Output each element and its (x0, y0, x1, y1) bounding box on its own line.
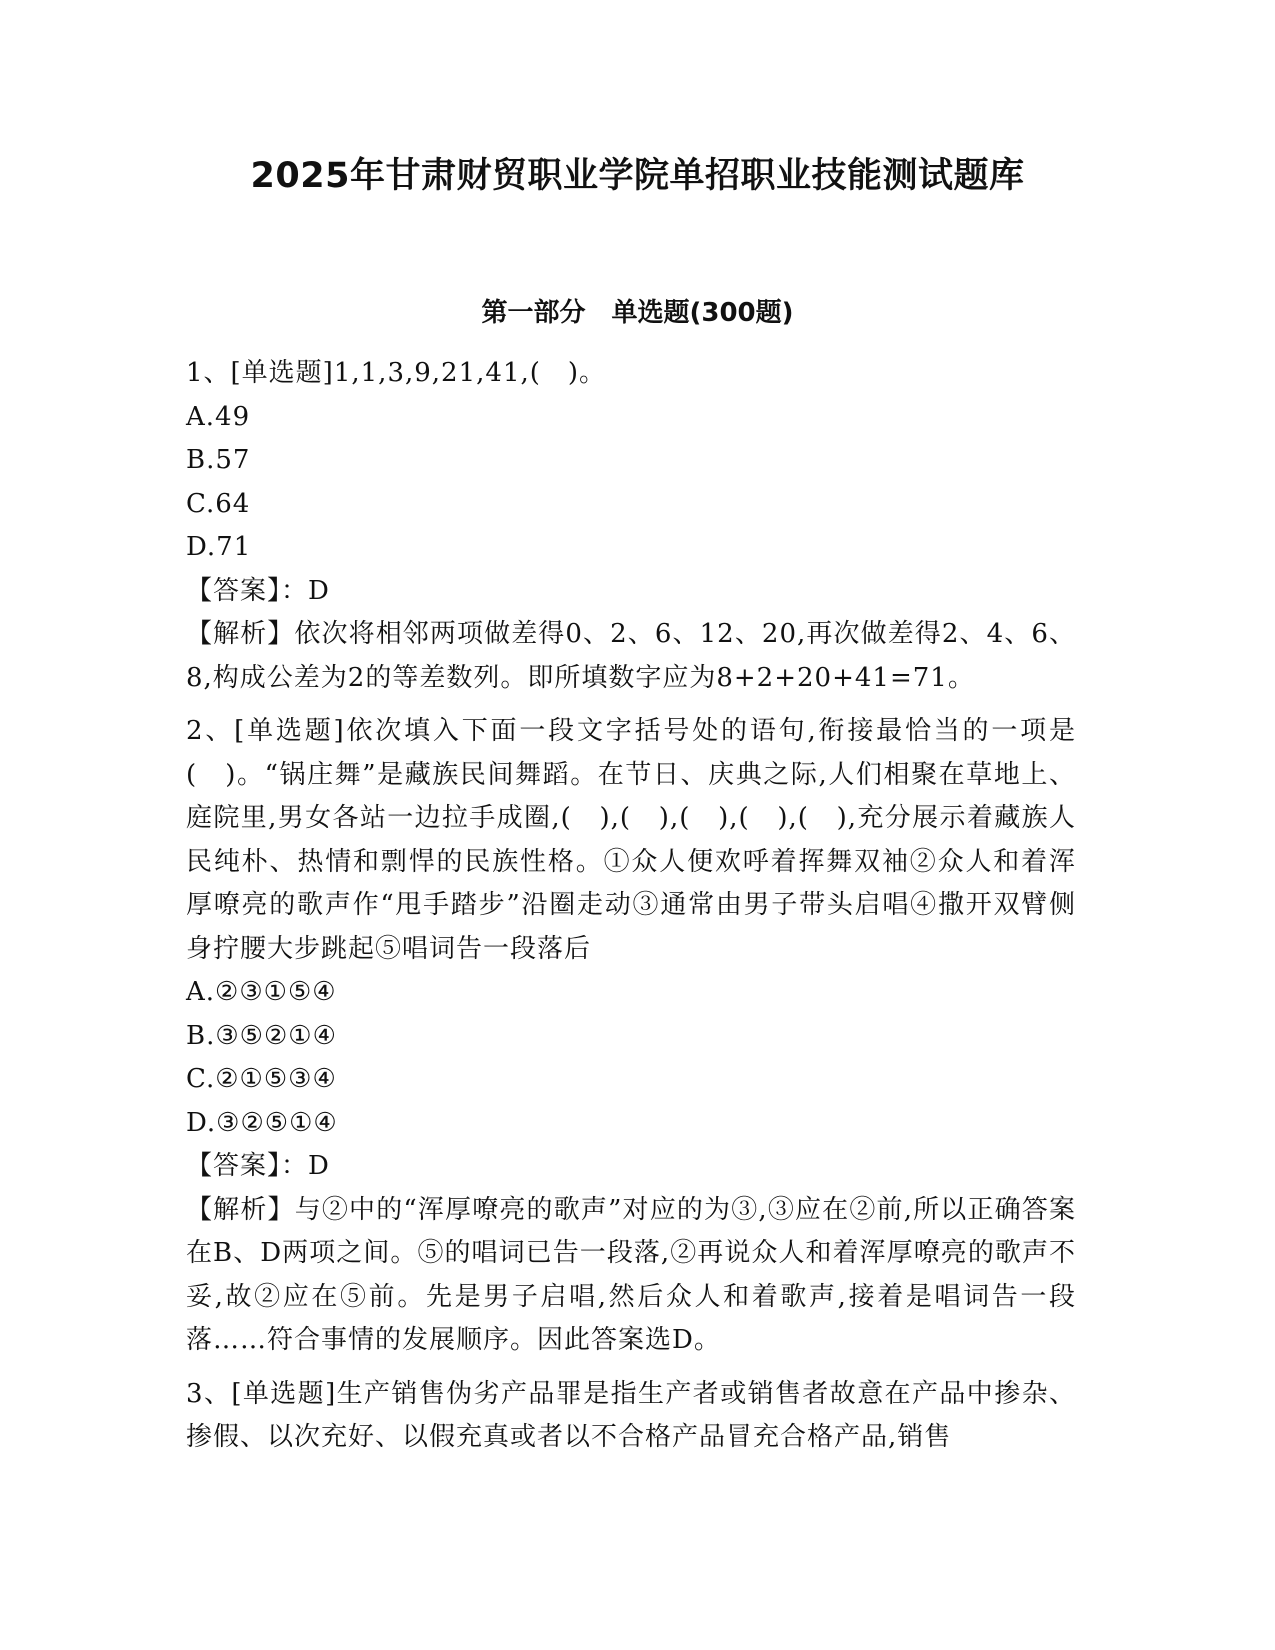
option-b: B.57 (186, 445, 251, 475)
analysis-text: 与②中的“浑厚嘹亮的歌声”对应的为③,③应在②前,所以正确答案在B、D两项之间。⑤的唱词已告一段落,②再说众人和着浑厚嘹亮的歌声不妥,故②应在⑤前。先是男子启唱,然后众人和着歌声,接着是唱词告一段落……符合事情的发展顺序。因此答案选D。 (186, 1194, 1076, 1355)
question-list (186, 352, 1076, 1470)
option-c: C.②①⑤③④ (186, 1064, 337, 1094)
question-1 (186, 352, 1076, 700)
analysis-label: 【解析】 (186, 619, 295, 649)
document-title: 2025年甘肃财贸职业学院单招职业技能测试题库 (250, 156, 1025, 196)
analysis-line (186, 1189, 1076, 1363)
analysis-line (186, 613, 1076, 700)
option-c: C.64 (186, 488, 251, 519)
answer-label: 【答案】： (186, 1151, 309, 1181)
option-d: D.71 (186, 532, 252, 562)
answer-value: D (308, 1151, 330, 1181)
analysis-label: 【解析】 (186, 1194, 295, 1225)
option-b: B.③⑤②①④ (186, 1020, 337, 1051)
question-stem: 3、[单选题]生产销售伪劣产品罪是指生产者或销售者故意在产品中掺杂、掺假、以次充好、以假充真或者以不合格产品冒充合格产品,销售 (186, 1378, 1076, 1452)
answer-line (186, 1145, 1076, 1189)
option-a: A.49 (186, 401, 251, 432)
answer-line (186, 570, 1076, 614)
question-stem: 1、[单选题]1,1,3,9,21,41,( )。 (186, 358, 607, 388)
option-a: A.②③①⑤④ (186, 977, 337, 1007)
section-title: 第一部分 单选题(300题) (481, 298, 794, 328)
question-2 (186, 710, 1076, 1363)
question-3 (186, 1373, 1076, 1460)
question-stem: 2、[单选题]依次填入下面一段文字括号处的语句,衔接最恰当的一项是( )。“锅庄舞”是藏族民间舞蹈。在节日、庆典之际,人们相聚在草地上、庭院里,男女各站一边拉手成圈,( ),( ),( ),( ),( ),充分展示着藏族人民纯朴、热情和剽悍的民族性格。①众人便欢呼着挥舞双袖②众人和着浑厚嘹亮的歌声作“甩手踏步”沿圈走动③通常由男子带头启唱④撒开双臂侧身拧腰大步跳起⑤唱词告一段落后 (186, 716, 1076, 964)
option-d: D.③②⑤①④ (186, 1107, 338, 1138)
answer-label: 【答案】： (186, 575, 309, 606)
answer-value: D (308, 575, 330, 606)
analysis-text: 依次将相邻两项做差得0、2、6、12、20,再次做差得2、4、6、8,构成公差为2的等差数列。即所填数字应为8+2+20+41=71。 (186, 619, 1076, 693)
